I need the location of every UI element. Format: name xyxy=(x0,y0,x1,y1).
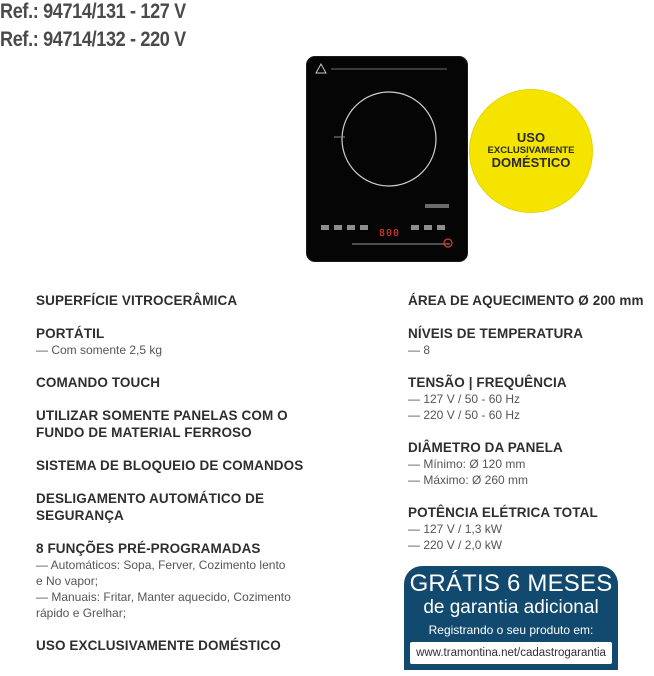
spec-detail: — Máximo: Ø 260 mm xyxy=(408,473,529,487)
spec-detail: — Mínimo: Ø 120 mm xyxy=(408,457,526,471)
spec-detail: — 127 V / 1,3 kW xyxy=(408,522,503,536)
spec-item xyxy=(36,540,366,621)
warning-icon xyxy=(316,64,326,73)
spec-detail: — Com somente 2,5 kg xyxy=(36,343,163,357)
spec-item xyxy=(36,490,366,524)
spec-item xyxy=(36,374,366,391)
badge-line-3: DOMÉSTICO xyxy=(491,155,571,171)
spec-title: TENSÃO | FREQUÊNCIA xyxy=(408,375,567,390)
spec-title: ÁREA DE AQUECIMENTO Ø 200 mm xyxy=(408,293,644,308)
promo-subheadline: de garantia adicional xyxy=(423,597,599,618)
spec-item xyxy=(408,325,648,358)
spec-title: DESLIGAMENTO AUTOMÁTICO DE xyxy=(36,491,265,506)
spec-title: POTÊNCIA ELÉTRICA TOTAL xyxy=(408,505,598,520)
spec-item xyxy=(36,407,366,441)
spec-title: SUPERFÍCIE VITROCERÂMICA xyxy=(36,293,238,308)
spec-title: COMANDO TOUCH xyxy=(36,375,161,390)
promo-url[interactable]: www.tramontina.net/cadastrogarantia xyxy=(410,642,612,664)
promo-instruction: Registrando o seu produto em: xyxy=(428,623,594,637)
domestic-use-badge xyxy=(470,90,592,212)
spec-title: 8 FUNÇÕES PRÉ-PROGRAMADAS xyxy=(36,541,261,556)
temperature-display: 800 xyxy=(379,228,401,239)
spec-item xyxy=(408,292,648,309)
badge-line-1: USO xyxy=(516,129,546,145)
spec-item xyxy=(36,457,366,474)
right-spec-column xyxy=(408,292,648,569)
warranty-promo-banner xyxy=(404,566,618,670)
brand-plate xyxy=(425,204,449,208)
spec-title: PORTÁTIL xyxy=(36,326,105,341)
spec-item xyxy=(408,439,648,488)
spec-item xyxy=(36,637,366,654)
induction-cooktop-image xyxy=(306,56,468,262)
spec-title: UTILIZAR SOMENTE PANELAS COM O xyxy=(36,408,288,423)
spec-title: USO EXCLUSIVAMENTE DOMÉSTICO xyxy=(36,638,281,653)
reference-220v: Ref.: 94714/132 - 220 V xyxy=(0,28,186,51)
spec-detail: — Manuais: Fritar, Manter aquecido, Cozimento xyxy=(36,590,291,604)
spec-detail: rápido e Grelhar; xyxy=(36,606,127,620)
reference-127v: Ref.: 94714/131 - 127 V xyxy=(0,0,186,23)
heating-zone-ring xyxy=(342,92,436,186)
spec-title: NÍVEIS DE TEMPERATURA xyxy=(408,326,584,341)
spec-title-cont: SEGURANÇA xyxy=(36,508,124,523)
spec-item xyxy=(408,374,648,423)
spec-title-cont: FUNDO DE MATERIAL FERROSO xyxy=(36,425,252,440)
spec-detail: — 220 V / 50 - 60 Hz xyxy=(408,408,521,422)
spec-detail: — 8 xyxy=(408,343,431,357)
promo-headline: GRÁTIS 6 MESES xyxy=(409,570,613,597)
spec-detail: — Automáticos: Sopa, Ferver, Cozimento lento xyxy=(36,558,286,572)
badge-line-2: EXCLUSIVAMENTE xyxy=(487,144,575,156)
spec-detail: — 127 V / 50 - 60 Hz xyxy=(408,392,521,406)
spec-item xyxy=(36,325,366,358)
spec-item xyxy=(408,504,648,553)
slider-strip xyxy=(352,243,450,245)
left-spec-column xyxy=(36,292,366,670)
spec-detail: — 220 V / 2,0 kW xyxy=(408,538,503,552)
spec-title: DIÂMETRO DA PANELA xyxy=(408,440,563,455)
spec-title: SISTEMA DE BLOQUEIO DE COMANDOS xyxy=(36,458,304,473)
spec-detail: e No vapor; xyxy=(36,574,99,588)
spec-item xyxy=(36,292,366,309)
